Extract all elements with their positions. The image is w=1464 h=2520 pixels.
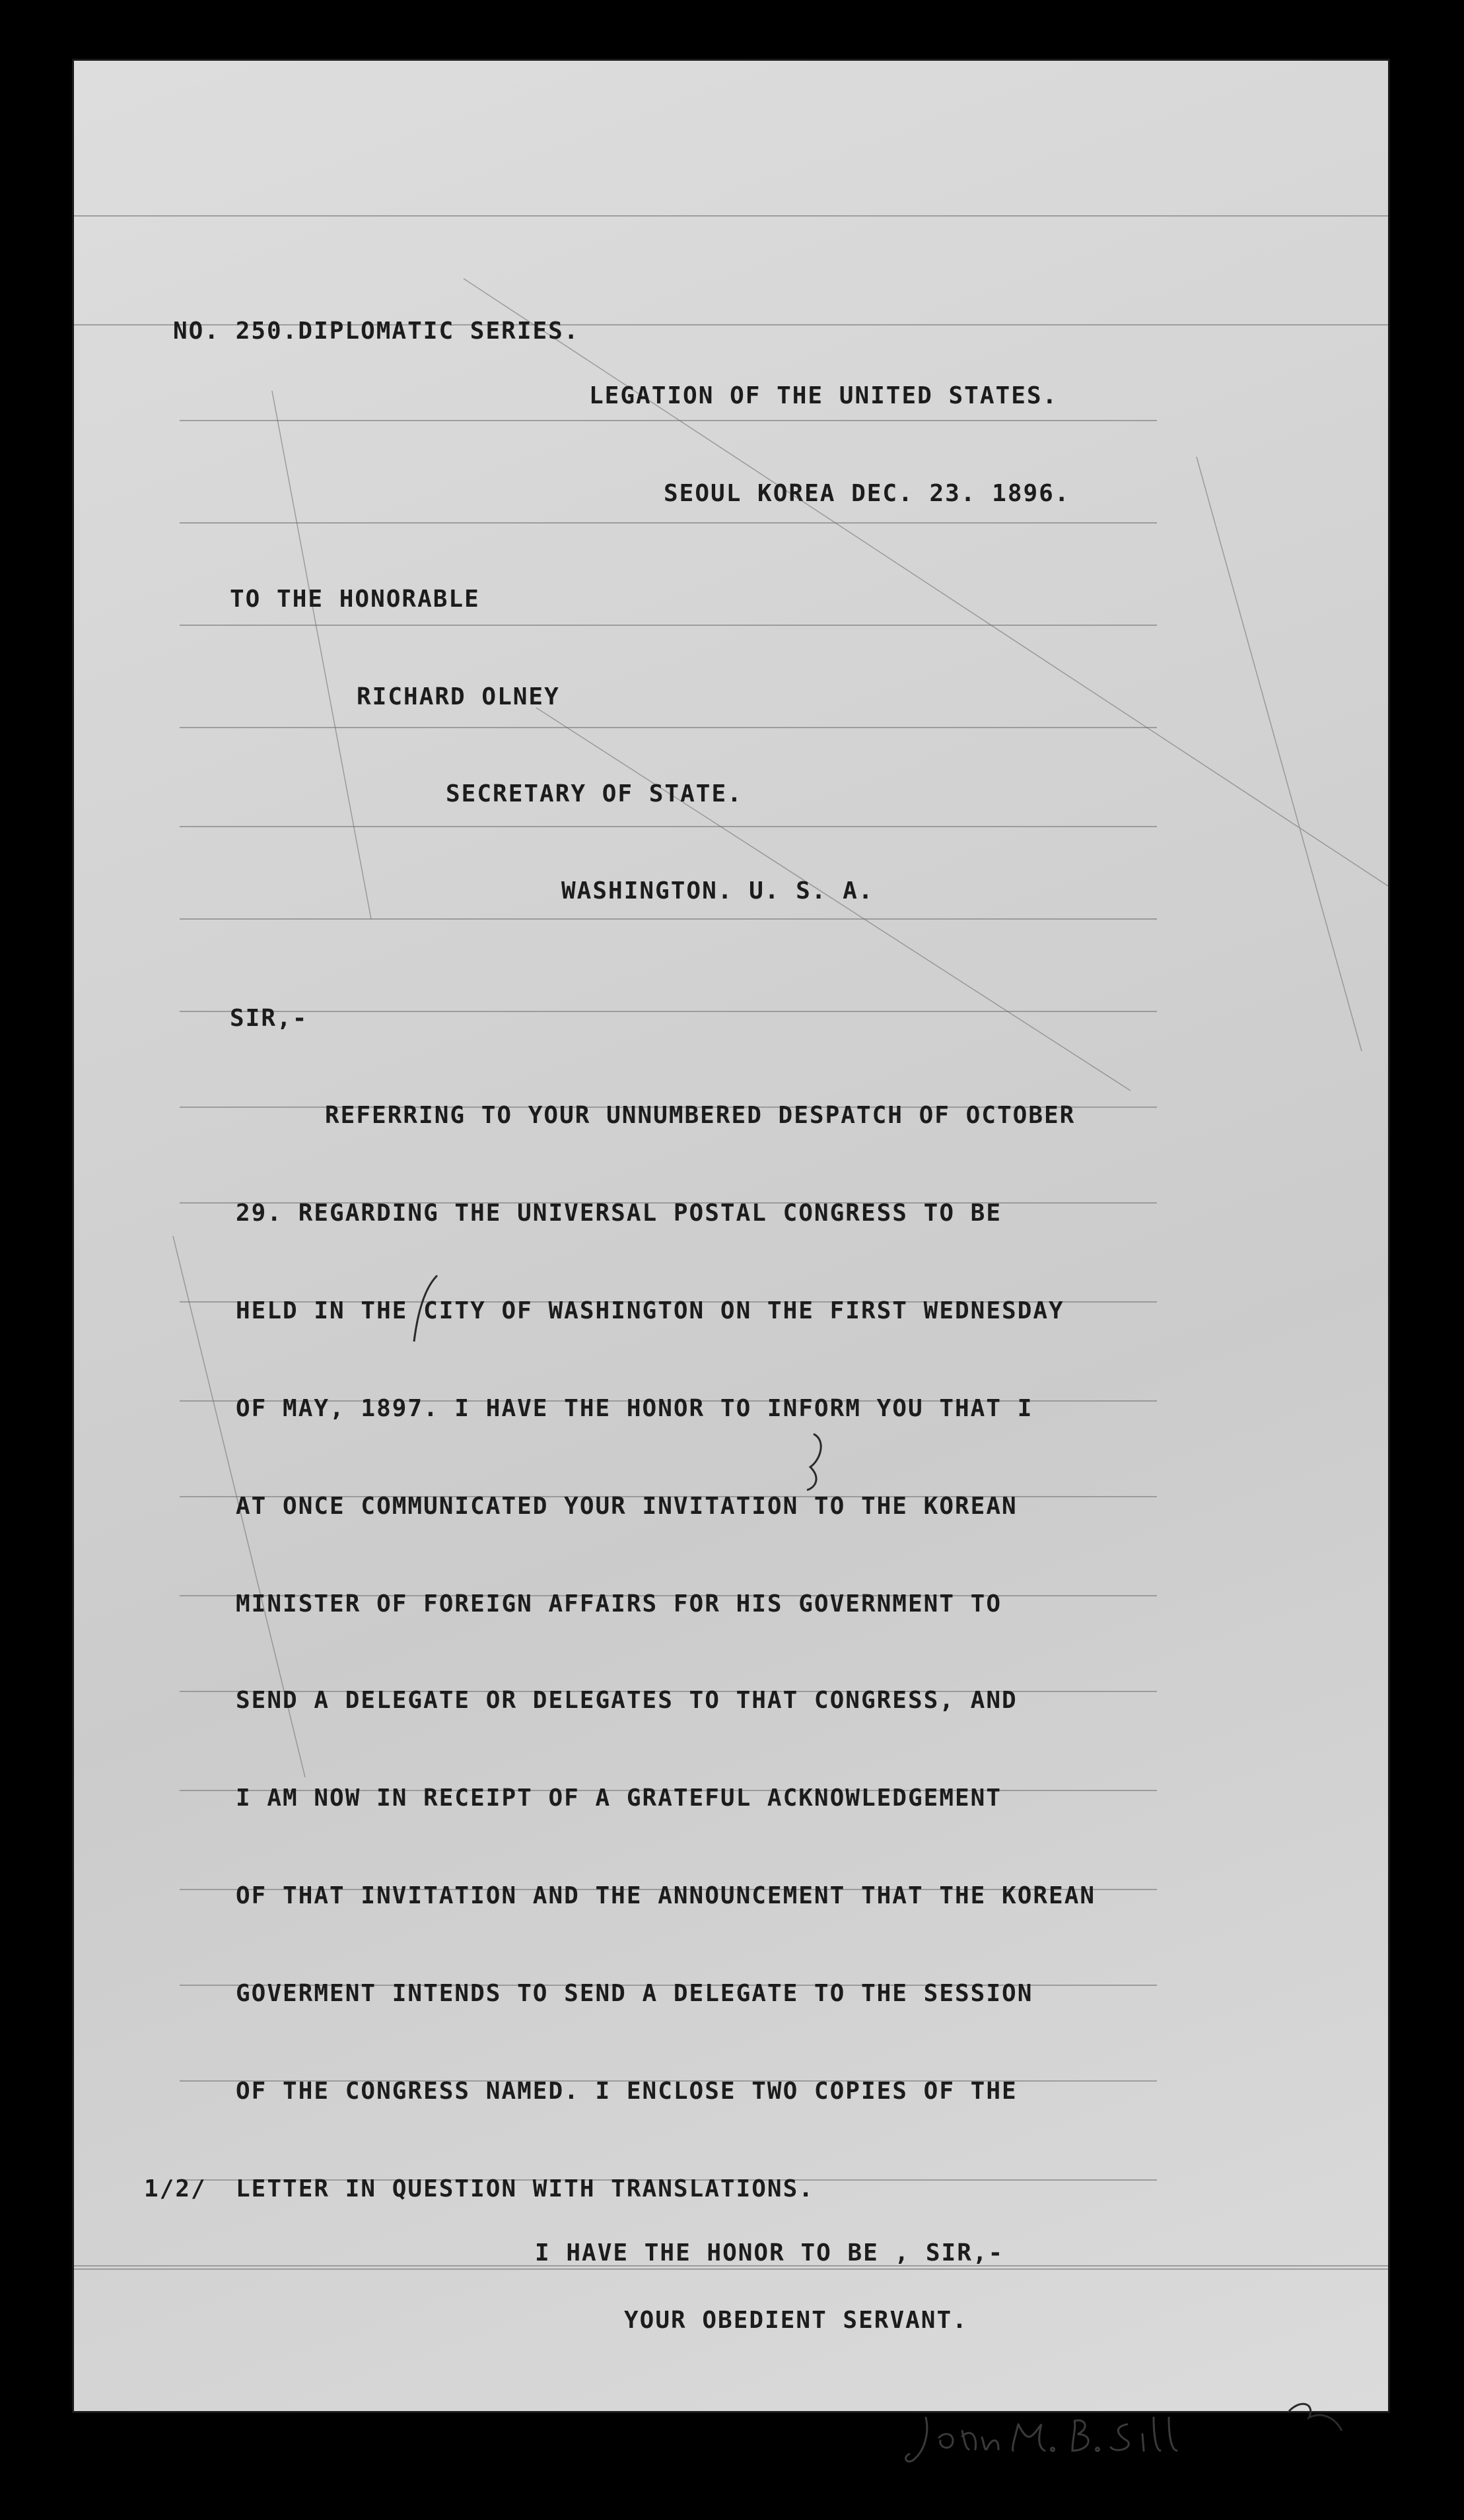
addressee-city: WASHINGTON. U. S. A.	[561, 877, 874, 904]
enclosure-mark: 1/2/	[144, 2175, 207, 2202]
greeting: SIR,-	[230, 1005, 308, 1032]
body-line: LETTER IN QUESTION WITH TRANSLATIONS.	[236, 2175, 814, 2202]
ruled-lines	[74, 61, 1388, 2411]
body-line: HELD IN THE CITY OF WASHINGTON ON THE FIRST WEDNESDAY	[236, 1297, 1064, 1324]
addressee-prefix: TO THE HONORABLE	[230, 586, 480, 613]
body-line: GOVERMENT INTENDS TO SEND A DELEGATE TO THE SESSION	[236, 1980, 1033, 2007]
handwritten-signature	[899, 2398, 1216, 2470]
body-line: 29. REGARDING THE UNIVERSAL POSTAL CONGRESS TO BE	[236, 1200, 1002, 1227]
handwritten-caret-mark	[800, 1427, 840, 1533]
body-line: OF MAY, 1897. I HAVE THE HONOR TO INFORM YOU THAT I	[236, 1395, 1033, 1422]
closing-line: I HAVE THE HONOR TO BE , SIR,-	[535, 2239, 1004, 2266]
place-date: SEOUL KOREA DEC. 23. 1896.	[664, 480, 1070, 507]
body-line: AT ONCE COMMUNICATED YOUR INVITATION TO THE KOREAN	[236, 1493, 1018, 1520]
corner-scribble	[1282, 2391, 1362, 2444]
handwritten-stroke-mark	[404, 1269, 444, 1348]
body-line: MINISTER OF FOREIGN AFFAIRS FOR HIS GOVERNMENT TO	[236, 1590, 1002, 1618]
body-line: REFERRING TO YOUR UNNUMBERED DESPATCH OF OCTOBER	[325, 1102, 1076, 1129]
addressee-name: RICHARD OLNEY	[357, 683, 560, 710]
addressee-title: SECRETARY OF STATE.	[446, 780, 743, 807]
series-line: NO. 250.DIPLOMATIC SERIES.	[173, 318, 580, 345]
closing-servant: YOUR OBEDIENT SERVANT.	[624, 2307, 968, 2334]
body-line: I AM NOW IN RECEIPT OF A GRATEFUL ACKNOWLEDGEMENT	[236, 1785, 1002, 1812]
body-line: OF THE CONGRESS NAMED. I ENCLOSE TWO COPIES OF THE	[236, 2078, 1018, 2105]
body-line: SEND A DELEGATE OR DELEGATES TO THAT CONGRESS, AND	[236, 1687, 1018, 1714]
legation-heading: LEGATION OF THE UNITED STATES.	[589, 382, 1059, 409]
document-page	[74, 61, 1388, 2411]
body-line: OF THAT INVITATION AND THE ANNOUNCEMENT THAT THE KOREAN	[236, 1882, 1096, 1909]
